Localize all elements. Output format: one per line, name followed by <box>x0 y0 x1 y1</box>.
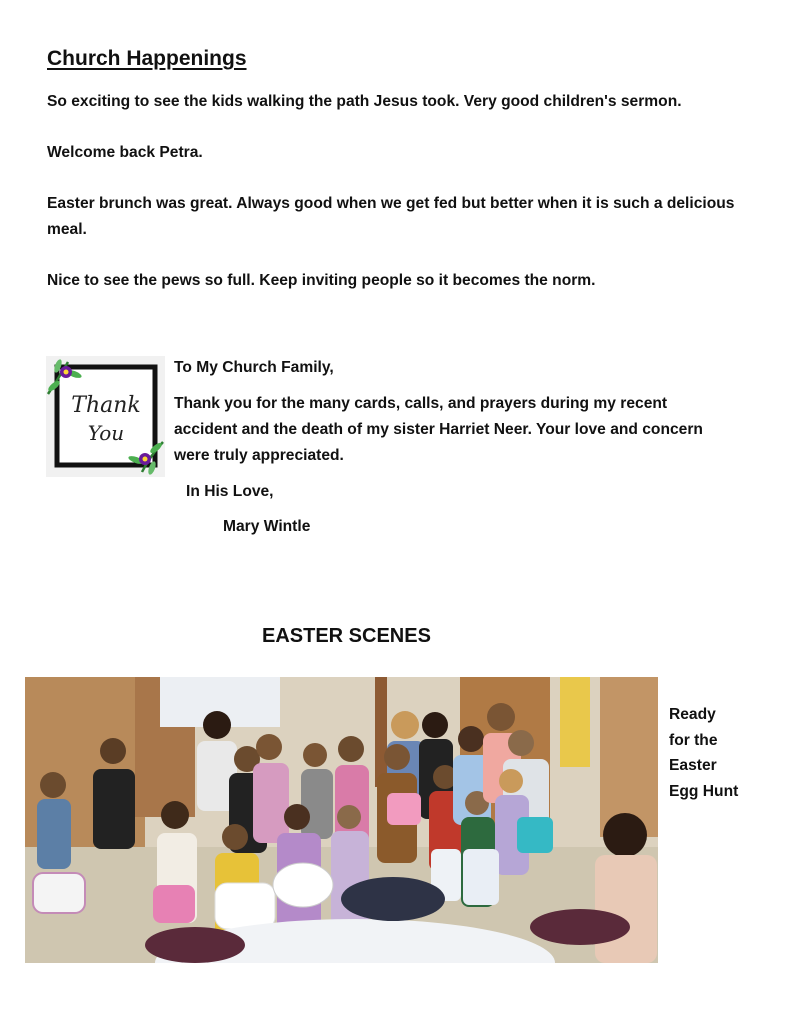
thank-you-card-icon <box>46 356 165 477</box>
paragraph-full-pews: Nice to see the pews so full. Keep inviting people so it becomes the norm. <box>47 272 596 289</box>
letter-signature: Mary Wintle <box>223 518 311 535</box>
svg-text:You: You <box>87 421 125 445</box>
caption-line-3: Easter <box>669 757 717 774</box>
paragraph-kids-sermon: So exciting to see the kids walking the path Jesus took. Very good children's sermon. <box>47 93 682 110</box>
svg-text:Thank: Thank <box>71 393 141 418</box>
caption-line-4: Egg Hunt <box>669 782 739 800</box>
paragraph-easter-brunch: Easter brunch was great. Always good when we get fed but better when it is such a delicious meal. <box>47 195 735 238</box>
letter-closing: In His Love, <box>186 483 274 500</box>
paragraph-welcome-petra: Welcome back Petra. <box>47 144 203 161</box>
letter-body: Thank you for the many cards, calls, and prayers during my recent accident and the death of my sister Harriet Neer. Your love and concern were truly appreciated. <box>174 395 703 464</box>
page-heading: Church Happenings <box>47 47 247 70</box>
section-title: EASTER SCENES <box>262 625 431 647</box>
letter-salutation: To My Church Family, <box>174 359 334 376</box>
easter-group-photo <box>25 677 658 963</box>
caption-line-2: for the <box>669 731 718 749</box>
caption-line-1: Ready <box>669 706 716 723</box>
photo-caption <box>669 702 779 804</box>
